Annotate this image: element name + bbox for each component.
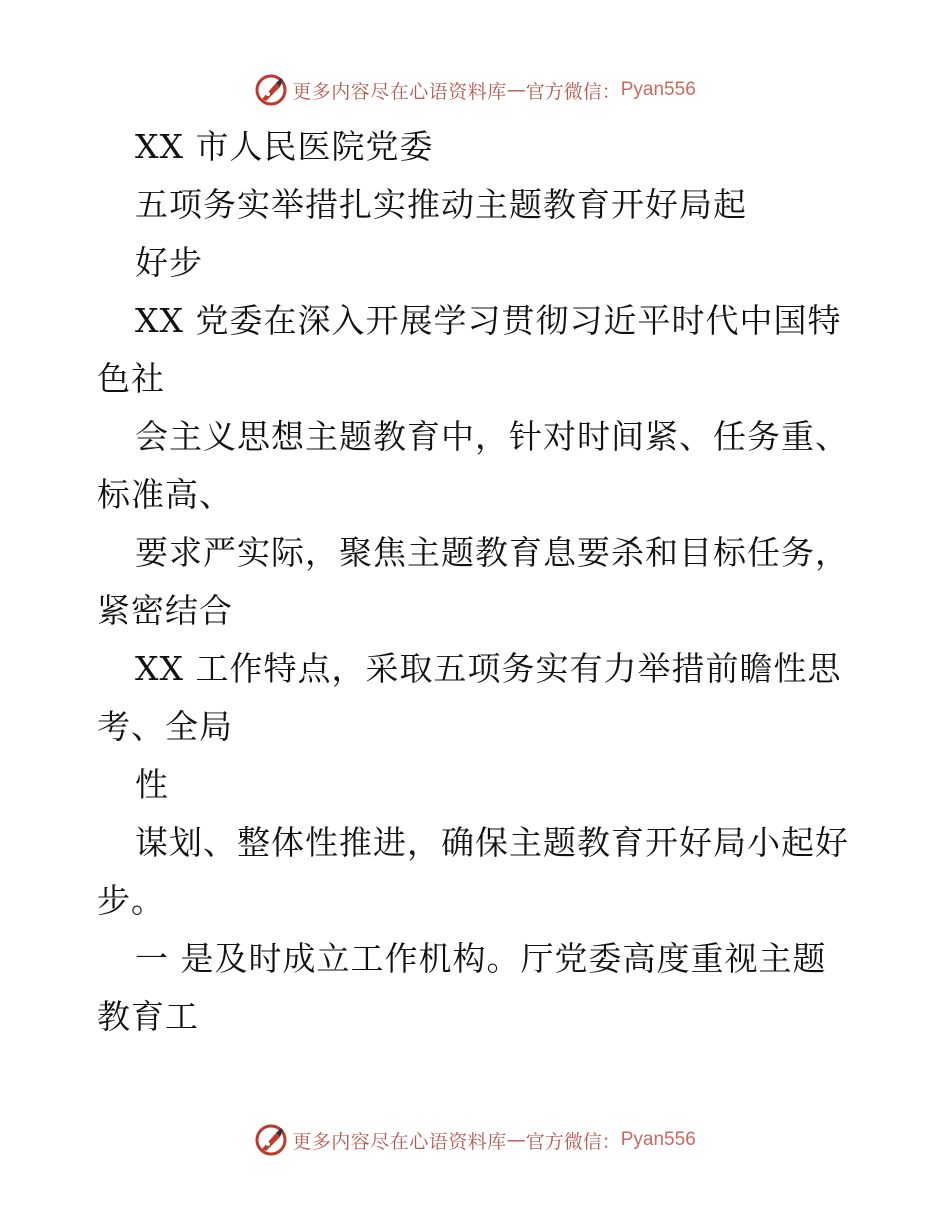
footer-banner (0, 1120, 950, 1160)
banner-wechat-label: 官方微信： (525, 1130, 621, 1153)
banner-dash: — (506, 1129, 526, 1151)
text-line: 一 是及时成立工作机构。厅党委高度重视主题 (135, 939, 827, 978)
text-line: 教育工 (97, 997, 199, 1036)
text-line: 色社 (97, 359, 165, 398)
text-line: 五项务实举措扎实推动主题教育开好局起 (135, 185, 747, 224)
text-line: XX 工作特点，采取五项务实有力举措前瞻性思 (135, 649, 842, 688)
text-line: 会主义思想主题教育中，针对时间紧、任务重、 (135, 417, 849, 456)
text-line: XX 党委在深入开展学习贯彻习近平时代中国特 (135, 301, 842, 340)
text-line: 谋划、整体性推进，确保主题教育开好局小起好 (135, 823, 849, 862)
banner-slogan: 更多内容尽在心语资料库 (292, 80, 507, 103)
text-line: 好步 (135, 243, 203, 282)
text-line: 要求严实际，聚焦主题教育息要杀和目标任务， (135, 533, 849, 572)
header-banner (0, 70, 950, 110)
pen-nib-logo-icon (254, 1123, 288, 1157)
document-body (97, 118, 897, 1046)
text-line: 考、全局 (97, 707, 233, 746)
text-line: 标准高、 (97, 475, 233, 514)
banner-dash: — (506, 79, 526, 101)
banner-wechat-id: Pyan556 (620, 1129, 696, 1150)
text-line: XX 市人民医院党委 (135, 127, 434, 166)
text-line: 步。 (97, 881, 165, 920)
banner-slogan: 更多内容尽在心语资料库 (292, 1130, 507, 1153)
pen-nib-logo-icon (254, 73, 288, 107)
text-line: 紧密结合 (97, 591, 233, 630)
text-line: 性 (135, 765, 169, 804)
banner-wechat-id: Pyan556 (620, 79, 696, 100)
banner-wechat-label: 官方微信： (525, 80, 621, 103)
